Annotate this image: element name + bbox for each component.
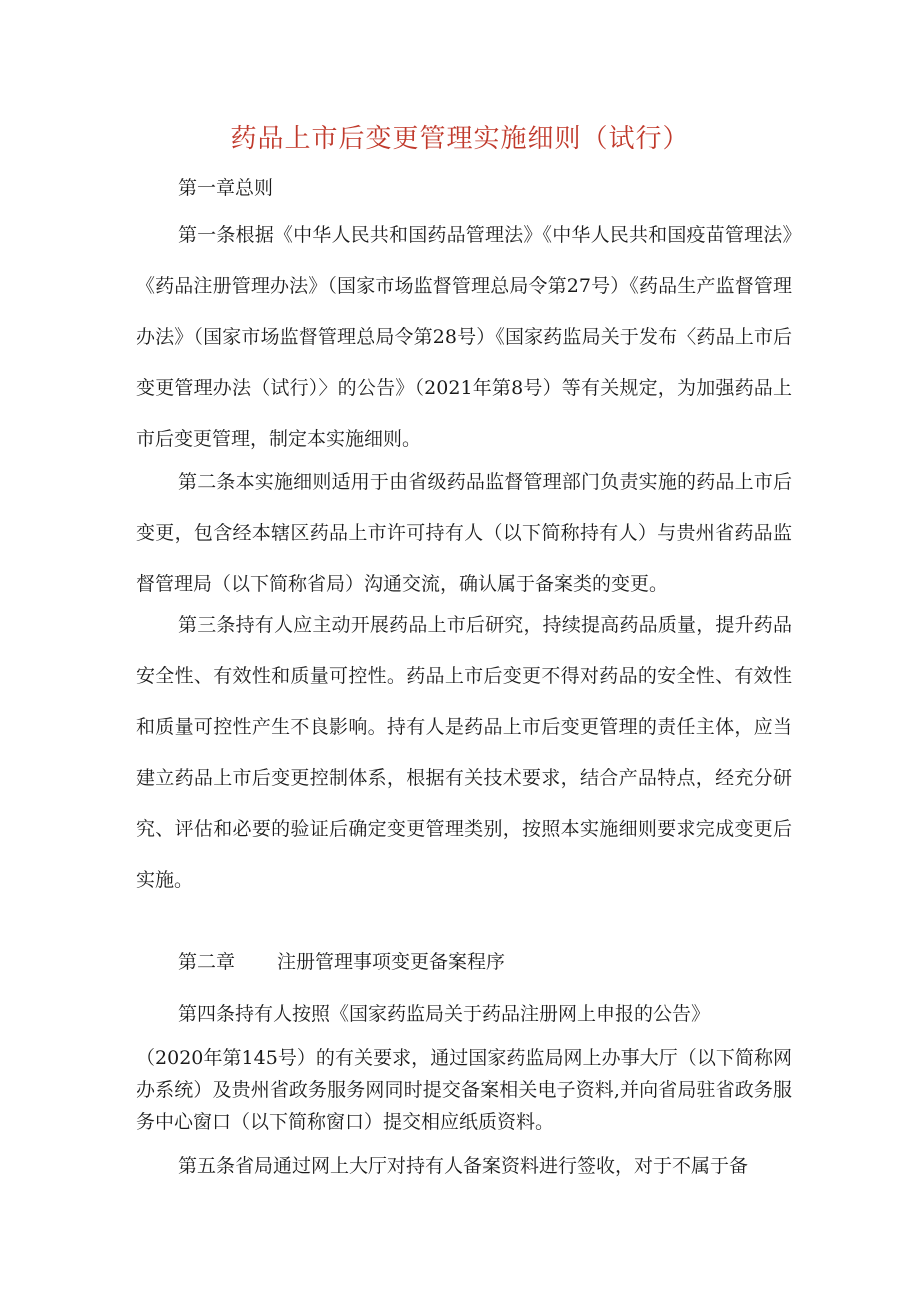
article-1-paragraph: 第一条根据《中华人民共和国药品管理法》《中华人民共和国疫苗管理法》《药品注册管理办法》（国家市场监督管理总局令第27号）《药品生产监督管理办法》（国家市场监督管理总局令第28号）《国家药监局关于发布〈药品上市后变更管理办法（试行）〉的公告》（2021年第8号）等有关规定，为加强药品上市后变更管理，制定本实施细则。 bbox=[136, 224, 792, 450]
chapter-2-number: 第二章 bbox=[178, 951, 236, 973]
article-3-paragraph: 第三条持有人应主动开展药品上市后研究，持续提高药品质量，提升药品安全性、有效性和质量可控性。药品上市后变更不得对药品的安全性、有效性和质量可控性产生不良影响。持有人是药品上市后变更管理的责任主体，应当建立药品上市后变更控制体系，根据有关技术要求，结合产品特点，经充分研究、评估和必要的验证后确定变更管理类别，按照本实施细则要求完成变更后实施。 bbox=[136, 614, 792, 891]
chapter-1-heading: 第一章总则 bbox=[178, 177, 274, 199]
chapter-2-heading bbox=[178, 946, 505, 978]
article-5-paragraph: 第五条省局通过网上大厅对持有人备案资料进行签收，对于不属于备 bbox=[178, 1155, 749, 1177]
chapter-2-title: 注册管理事项变更备案程序 bbox=[277, 951, 506, 973]
document-title: 药品上市后变更管理实施细则（试行） bbox=[230, 124, 690, 154]
article-4-continuation: （2020年第145号）的有关要求，通过国家药监局网上办事大厅（以下简称网办系统）及贵州省政务服务网同时提交备案相关电子资料,并向省局驻省政务服务中心窗口（以下简称窗口）提交相应纸质资料。 bbox=[136, 1047, 792, 1133]
article-2-paragraph: 第二条本实施细则适用于由省级药品监督管理部门负责实施的药品上市后变更，包含经本辖区药品上市许可持有人（以下简称持有人）与贵州省药品监督管理局（以下简称省局）沟通交流，确认属于备案类的变更。 bbox=[136, 471, 792, 595]
article-4-first-line: 第四条持有人按照《国家药监局关于药品注册网上申报的公告》 bbox=[178, 1003, 711, 1025]
